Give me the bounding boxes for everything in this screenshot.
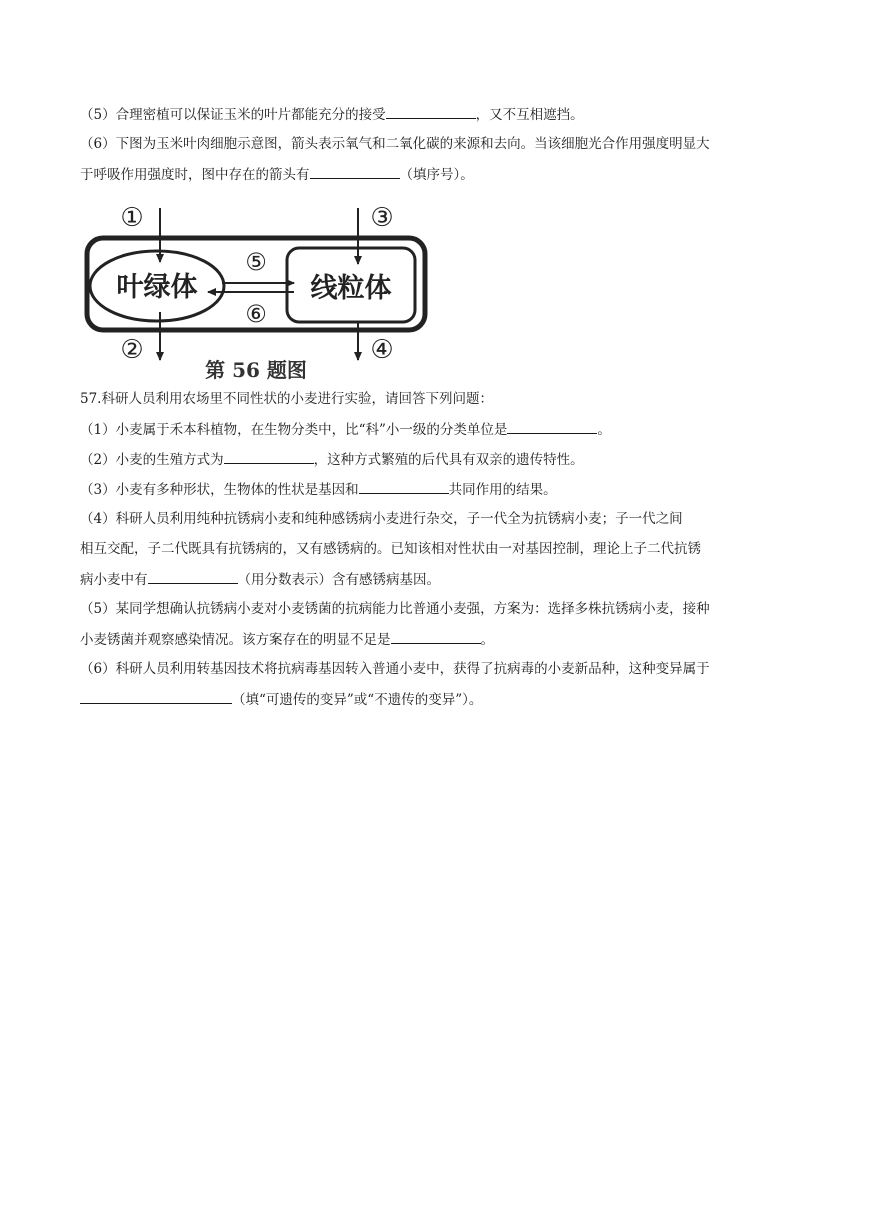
arrow-label-4: ④	[370, 335, 394, 365]
q57-part4-line2: 相互交配，子二代既具有抗锈病的，又有感锈病的。已知该相对性状由一对基因控制，理论上子二代抗锈	[80, 541, 701, 557]
answer-blank[interactable]	[310, 164, 400, 179]
chloroplast-label: 叶绿体	[116, 272, 198, 303]
q57-part4-line3	[80, 569, 440, 590]
answer-blank[interactable]	[507, 419, 597, 434]
q56-part5-pre: （5）合理密植可以保证玉米的叶片都能充分的接受	[80, 107, 386, 123]
arrow-label-6: ⑥	[245, 300, 267, 328]
q56-part6-line2	[80, 164, 474, 185]
q57-part6-post: （填“可遗传的变异”或“不遗传的变异”）。	[232, 692, 483, 708]
answer-blank[interactable]	[148, 569, 238, 584]
answer-blank[interactable]	[391, 629, 481, 644]
answer-blank[interactable]	[80, 689, 232, 704]
q57-part3	[80, 479, 557, 500]
answer-blank[interactable]	[359, 479, 449, 494]
figure-caption: 第 56 题图	[205, 358, 307, 382]
q57-part3-pre: （3）小麦有多种形状，生物体的性状是基因和	[80, 482, 359, 498]
q56-part5-post: ，又不互相遮挡。	[475, 107, 584, 123]
answer-blank[interactable]	[224, 449, 314, 464]
cell-diagram	[84, 200, 428, 385]
arrow-label-1: ①	[120, 203, 144, 233]
q56-part6-post: （填序号）。	[399, 167, 474, 183]
arrow-label-5: ⑤	[245, 248, 267, 276]
arrow-label-2: ②	[120, 335, 144, 365]
q56-part6-line1: （6）下图为玉米叶肉细胞示意图，箭头表示氧气和二氧化碳的来源和去向。当该细胞光合作用强度明显大	[80, 136, 710, 152]
q56-part6-pre: 于呼吸作用强度时，图中存在的箭头有	[80, 167, 310, 183]
answer-blank[interactable]	[386, 104, 476, 119]
q57-stem: 57.科研人员利用农场里不同性状的小麦进行实验，请回答下列问题：	[80, 391, 493, 407]
q57-part6-line2	[80, 689, 482, 710]
cell-diagram-figure	[84, 200, 428, 385]
q57-part1-pre: （1）小麦属于禾本科植物，在生物分类中，比“科”小一级的分类单位是	[80, 422, 508, 438]
q56-part5	[80, 104, 584, 125]
q57-part4-line1: （4）科研人员利用纯种抗锈病小麦和纯种感锈病小麦进行杂交，子一代全为抗锈病小麦；子一代之间	[80, 511, 683, 527]
q57-part5-post: 。	[480, 632, 494, 648]
q57-part5-line1: （5）某同学想确认抗锈病小麦对小麦锈菌的抗病能力比普通小麦强，方案为：选择多株抗锈病小麦，接种	[80, 601, 710, 617]
q57-part2	[80, 449, 584, 470]
q57-part4-pre: 病小麦中有	[80, 572, 148, 588]
q57-part6-line1: （6）科研人员利用转基因技术将抗病毒基因转入普通小麦中，获得了抗病毒的小麦新品种，这种变异属于	[80, 661, 710, 677]
q57-part1	[80, 419, 611, 440]
q57-part1-post: 。	[597, 422, 611, 438]
q57-part5-line2	[80, 629, 494, 650]
arrow-label-3: ③	[370, 203, 394, 233]
mitochondrion-label: 线粒体	[310, 273, 392, 304]
q57-part5-pre: 小麦锈菌并观察感染情况。该方案存在的明显不足是	[80, 632, 391, 648]
q57-part2-post: ，这种方式繁殖的后代具有双亲的遗传特性。	[313, 452, 584, 468]
q57-part2-pre: （2）小麦的生殖方式为	[80, 452, 224, 468]
q57-part4-post: （用分数表示）含有感锈病基因。	[237, 572, 440, 588]
q57-part3-post: 共同作用的结果。	[448, 482, 557, 498]
